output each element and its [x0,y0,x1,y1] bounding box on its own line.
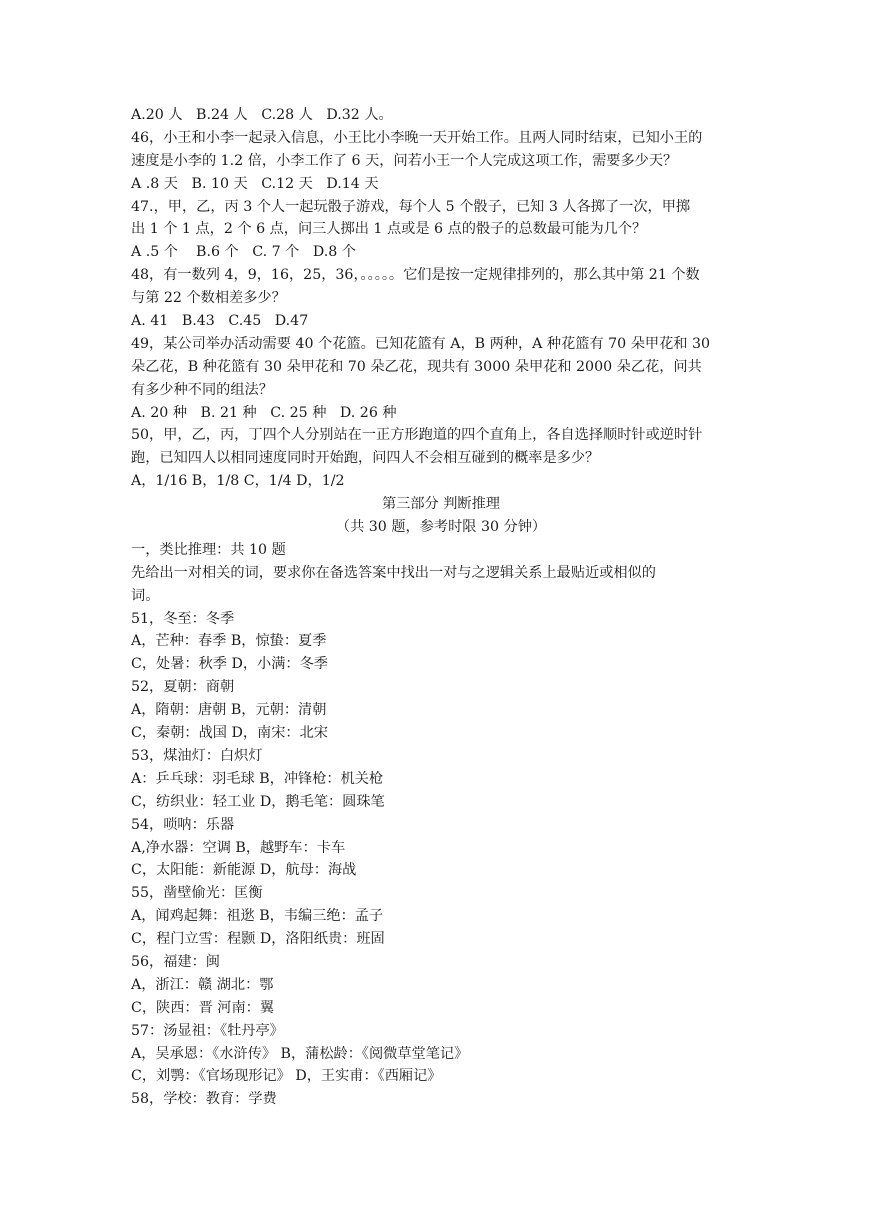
text-line: A，隋朝：唐朝 B，元朝：清朝 [131,702,327,719]
text-line: C，秦朝：战国 D，南宋：北宋 [131,725,328,742]
section-heading: （共 30 题，参考时限 30 分钟） [335,519,547,536]
text-line: 速度是小李的 1.2 倍，小李工作了 6 天，问若小王一个人完成这项工作，需要多少天？ [131,152,678,169]
text-line: A .5 个 B.6 个 C. 7 个 D.8 个 [131,244,356,261]
text-line: C，纺织业：轻工业 D，鹅毛笔：圆珠笔 [131,793,385,810]
text-line: 54，唢呐：乐器 [131,816,235,833]
text-line: A .8 天 B. 10 天 C.12 天 D.14 天 [131,175,379,192]
section-heading: 第三部分 判断推理 [381,496,500,513]
text-line: A，浙江：赣 湖北：鄂 [131,976,274,993]
text-line: 先给出一对相关的词，要求你在备选答案中找出一对与之逻辑关系上最贴近或相似的 [131,564,656,581]
text-line: A：乒乓球：羽毛球 B，冲锋枪：机关枪 [131,770,384,787]
text-line: 52，夏朝：商朝 [131,679,235,696]
text-line: 49，某公司举办活动需要 40 个花篮。已知花篮有 A，B 两种，A 种花篮有 70 朵甲花和 30 [131,335,711,352]
text-line: 48，有一数列 4，9，16，25，36，。。。。。它们是按一定规律排列的，那么其中第 21 个数 [131,267,700,284]
text-line: 55，凿壁偷光：匡衡 [131,885,263,902]
text-line: A，芒种：春季 B，惊蛰：夏季 [131,633,327,650]
text-line: C，刘鹗：《官场现形记》 D，王实甫：《西厢记》 [131,1068,442,1085]
text-line: C，程门立雪：程颢 D，洛阳纸贵：班固 [131,931,385,948]
text-line: 58，学校：教育：学费 [131,1091,277,1108]
text-line: 57：汤显祖：《牡丹亭》 [131,1022,284,1039]
text-line: C，太阳能：新能源 D，航母：海战 [131,862,357,879]
text-line: C，处暑：秋季 D，小满：冬季 [131,656,328,673]
text-line: 一，类比推理：共 10 题 [131,541,286,558]
text-line: 56，福建：闽 [131,953,220,970]
document-body [131,104,751,1111]
text-line: 朵乙花，B 种花篮有 30 朵甲花和 70 朵乙花，现共有 3000 朵甲花和 2000 朵乙花，问共 [131,358,702,375]
text-line: A. 20 种 B. 21 种 C. 25 种 D. 26 种 [131,404,397,421]
text-line: 与第 22 个数相差多少？ [131,290,286,307]
text-line: A，1/16 B，1/8 C，1/4 D，1/2 [131,473,345,490]
text-line: 53，煤油灯：白炽灯 [131,747,263,764]
text-line: A. 41 B.43 C.45 D.47 [131,313,309,330]
text-line: A，吴承恩：《水浒传》 B，蒲松龄：《阅微草堂笔记》 [131,1045,469,1062]
text-line: C，陕西：晋 河南：翼 [131,999,275,1016]
text-line: 有多少种不同的组法？ [131,381,273,398]
text-line: A.20 人 B.24 人 C.28 人 D.32 人。 [131,107,393,123]
text-line: 51，冬至：冬季 [131,610,235,627]
text-line: 跑，已知四人以相同速度同时开始跑，问四人不会相互碰到的概率是多少？ [131,450,600,467]
text-line: A,净水器：空调 B，越野车：卡车 [131,839,346,856]
text-line: 出 1 个 1 点，2 个 6 点，问三人掷出 1 点或是 6 点的骰子的总数最可能为几个？ [131,221,647,238]
text-line: 词。 [131,587,160,604]
text-line: 47.，甲，乙，丙 3 个人一起玩骰子游戏，每个人 5 个骰子，已知 3 人各掷了一次，甲掷 [131,198,691,215]
text-line: 46，小王和小李一起录入信息，小王比小李晚一天开始工作。且两人同时结束，已知小王的 [131,129,703,146]
text-line: A，闻鸡起舞：祖逖 B，韦编三绝：孟子 [131,908,384,925]
text-line: 50，甲，乙，丙，丁四个人分别站在一正方形跑道的四个直角上，各自选择顺时针或逆时针 [131,427,703,444]
